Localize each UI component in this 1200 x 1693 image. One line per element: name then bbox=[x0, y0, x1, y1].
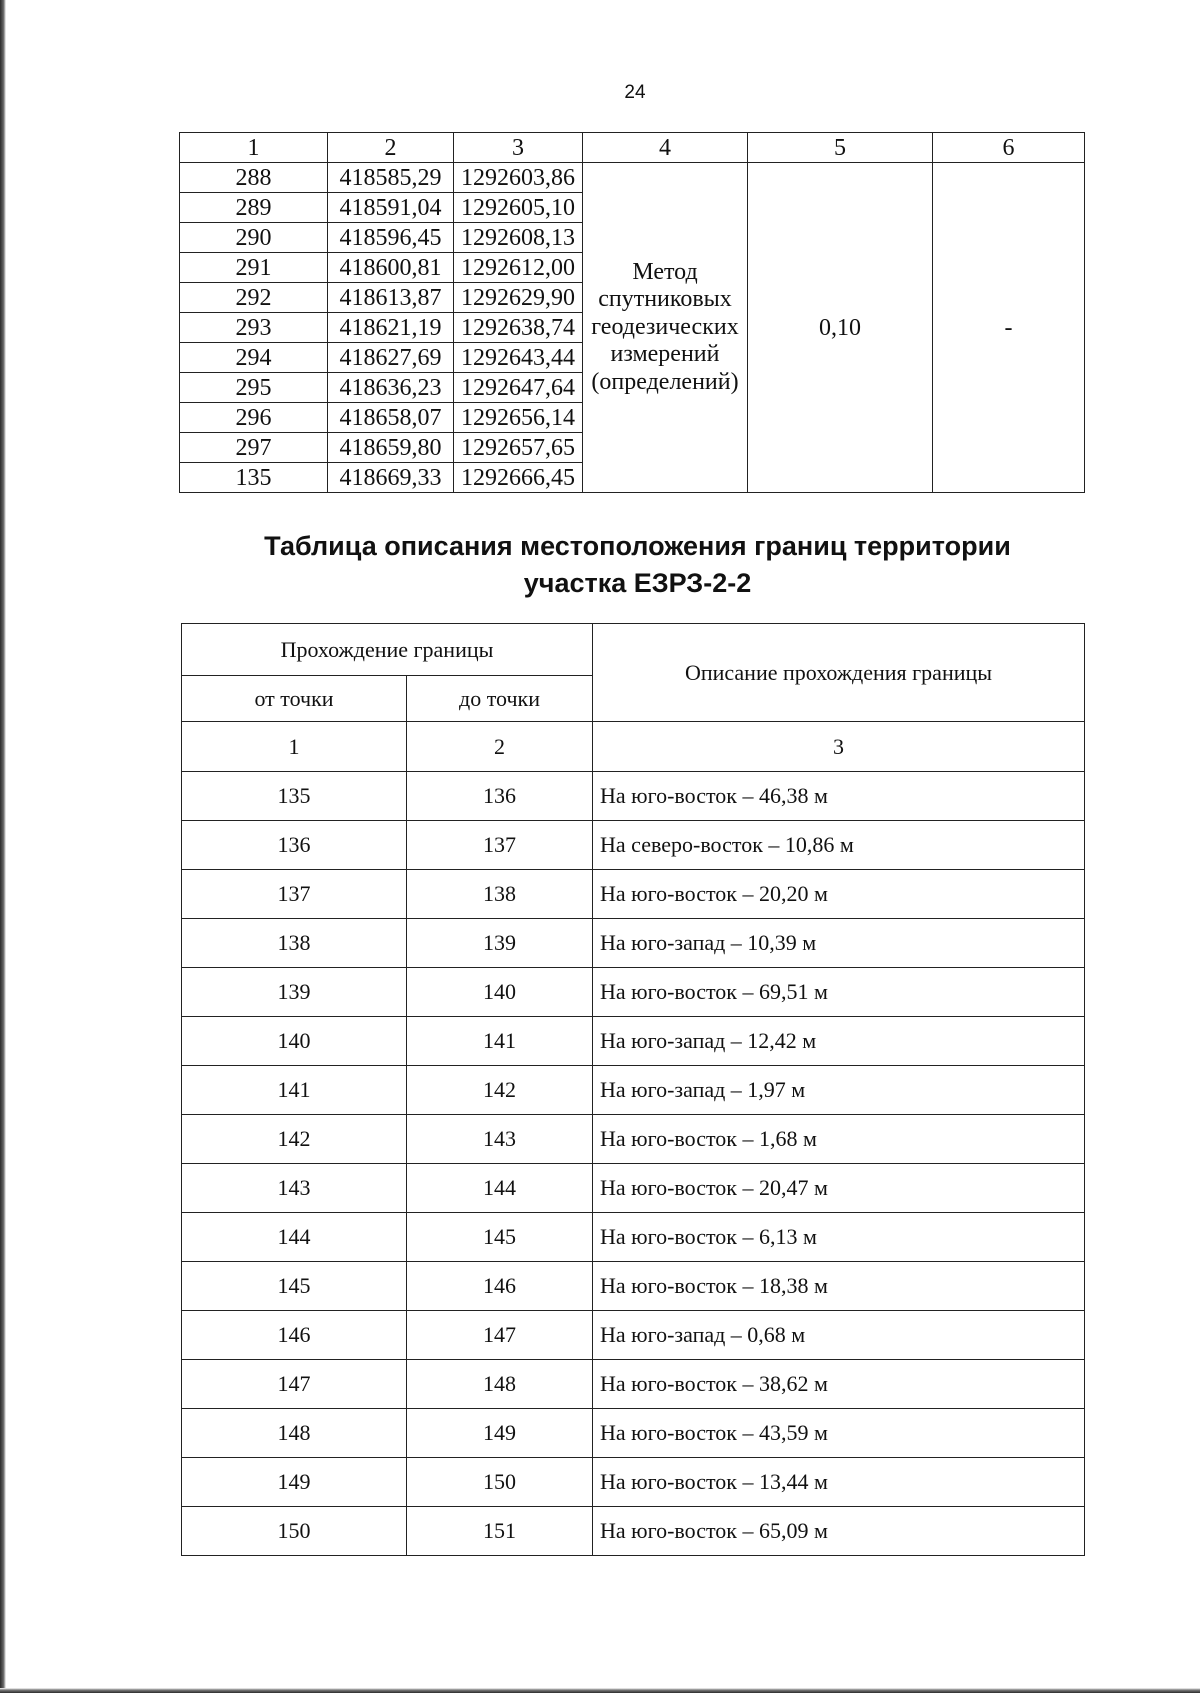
from-point: 150 bbox=[182, 1507, 407, 1556]
boundary-description: На юго-запад – 1,97 м bbox=[593, 1066, 1085, 1115]
from-point: 137 bbox=[182, 870, 407, 919]
header-description: Описание прохождения границы bbox=[593, 624, 1085, 722]
from-point: 145 bbox=[182, 1262, 407, 1311]
to-point: 150 bbox=[407, 1458, 593, 1507]
coordinate-x: 418596,45 bbox=[328, 223, 454, 253]
boundary-row bbox=[182, 968, 1085, 1017]
from-point: 149 bbox=[182, 1458, 407, 1507]
method-line: спутниковых bbox=[598, 286, 732, 313]
to-point: 148 bbox=[407, 1360, 593, 1409]
point-number: 294 bbox=[180, 343, 328, 373]
boundary-header-row bbox=[182, 624, 1085, 676]
to-point: 145 bbox=[407, 1213, 593, 1262]
point-number: 292 bbox=[180, 283, 328, 313]
boundary-row bbox=[182, 1311, 1085, 1360]
point-number: 296 bbox=[180, 403, 328, 433]
point-number: 289 bbox=[180, 193, 328, 223]
point-number: 135 bbox=[180, 463, 328, 493]
scan-edge-left bbox=[0, 0, 6, 1693]
boundary-description: На юго-запад – 10,39 м bbox=[593, 919, 1085, 968]
to-point: 141 bbox=[407, 1017, 593, 1066]
boundary-description: На юго-восток – 38,62 м bbox=[593, 1360, 1085, 1409]
boundary-row bbox=[182, 1458, 1085, 1507]
boundary-description: На юго-запад – 12,42 м bbox=[593, 1017, 1085, 1066]
from-point: 147 bbox=[182, 1360, 407, 1409]
point-number: 291 bbox=[180, 253, 328, 283]
header-passage: Прохождение границы bbox=[182, 624, 593, 676]
boundary-description: На юго-восток – 6,13 м bbox=[593, 1213, 1085, 1262]
coordinate-x: 418669,33 bbox=[328, 463, 454, 493]
boundary-row bbox=[182, 1066, 1085, 1115]
section-title-line-1: Таблица описания местоположения границ территории bbox=[264, 531, 1011, 561]
coordinate-x: 418613,87 bbox=[328, 283, 454, 313]
coordinates-header-row bbox=[180, 133, 1085, 163]
from-point: 146 bbox=[182, 1311, 407, 1360]
boundary-description: На юго-восток – 20,20 м bbox=[593, 870, 1085, 919]
point-number: 288 bbox=[180, 163, 328, 193]
coordinate-x: 418585,29 bbox=[328, 163, 454, 193]
boundary-table bbox=[181, 623, 1085, 1556]
boundary-row bbox=[182, 1262, 1085, 1311]
coordinate-x: 418658,07 bbox=[328, 403, 454, 433]
coordinate-x: 418621,19 bbox=[328, 313, 454, 343]
scan-edge-bottom bbox=[0, 1688, 1200, 1693]
method-cell bbox=[583, 163, 748, 493]
boundary-description: На юго-восток – 18,38 м bbox=[593, 1262, 1085, 1311]
to-point: 142 bbox=[407, 1066, 593, 1115]
boundary-row bbox=[182, 1507, 1085, 1556]
column-number: 3 bbox=[593, 722, 1085, 772]
coordinate-y: 1292612,00 bbox=[454, 253, 583, 283]
from-point: 143 bbox=[182, 1164, 407, 1213]
to-point: 146 bbox=[407, 1262, 593, 1311]
from-point: 140 bbox=[182, 1017, 407, 1066]
to-point: 139 bbox=[407, 919, 593, 968]
column-number: 1 bbox=[180, 133, 328, 163]
column-number: 2 bbox=[328, 133, 454, 163]
boundary-description: На юго-запад – 0,68 м bbox=[593, 1311, 1085, 1360]
column-number: 2 bbox=[407, 722, 593, 772]
section-title-line-2: участка ЕЗРЗ-2-2 bbox=[523, 568, 752, 598]
accuracy-cell: 0,10 bbox=[748, 163, 933, 493]
column6-cell: - bbox=[933, 163, 1085, 493]
coordinate-y: 1292647,64 bbox=[454, 373, 583, 403]
boundary-row bbox=[182, 1017, 1085, 1066]
section-title bbox=[0, 528, 1200, 602]
header-to: до точки bbox=[407, 676, 593, 722]
column-number: 3 bbox=[454, 133, 583, 163]
boundary-row bbox=[182, 821, 1085, 870]
coordinate-x: 418600,81 bbox=[328, 253, 454, 283]
column-number: 5 bbox=[748, 133, 933, 163]
to-point: 138 bbox=[407, 870, 593, 919]
boundary-description: На юго-восток – 20,47 м bbox=[593, 1164, 1085, 1213]
column-number: 1 bbox=[182, 722, 407, 772]
coordinate-y: 1292603,86 bbox=[454, 163, 583, 193]
to-point: 147 bbox=[407, 1311, 593, 1360]
coordinate-y: 1292666,45 bbox=[454, 463, 583, 493]
coordinate-x: 418636,23 bbox=[328, 373, 454, 403]
boundary-row bbox=[182, 1115, 1085, 1164]
coordinate-x: 418627,69 bbox=[328, 343, 454, 373]
to-point: 136 bbox=[407, 772, 593, 821]
boundary-row bbox=[182, 870, 1085, 919]
header-from: от точки bbox=[182, 676, 407, 722]
from-point: 136 bbox=[182, 821, 407, 870]
point-number: 297 bbox=[180, 433, 328, 463]
coordinate-x: 418591,04 bbox=[328, 193, 454, 223]
to-point: 151 bbox=[407, 1507, 593, 1556]
coordinate-x: 418659,80 bbox=[328, 433, 454, 463]
boundary-row bbox=[182, 919, 1085, 968]
coordinate-y: 1292657,65 bbox=[454, 433, 583, 463]
boundary-row bbox=[182, 1409, 1085, 1458]
boundary-table-body bbox=[182, 624, 1085, 1556]
method-line: (определений) bbox=[591, 368, 739, 395]
from-point: 141 bbox=[182, 1066, 407, 1115]
boundary-row bbox=[182, 772, 1085, 821]
to-point: 143 bbox=[407, 1115, 593, 1164]
column-number: 4 bbox=[583, 133, 748, 163]
column-number: 6 bbox=[933, 133, 1085, 163]
boundary-description: На юго-восток – 43,59 м bbox=[593, 1409, 1085, 1458]
method-line: геодезических bbox=[591, 313, 739, 340]
method-line: измерений bbox=[610, 341, 720, 368]
coordinates-row bbox=[180, 163, 1085, 193]
from-point: 138 bbox=[182, 919, 407, 968]
coordinate-y: 1292605,10 bbox=[454, 193, 583, 223]
coordinates-table bbox=[179, 132, 1085, 493]
boundary-row bbox=[182, 1213, 1085, 1262]
from-point: 139 bbox=[182, 968, 407, 1017]
coordinate-y: 1292638,74 bbox=[454, 313, 583, 343]
coordinate-y: 1292656,14 bbox=[454, 403, 583, 433]
to-point: 149 bbox=[407, 1409, 593, 1458]
boundary-row bbox=[182, 1360, 1085, 1409]
boundary-description: На северо-восток – 10,86 м bbox=[593, 821, 1085, 870]
boundary-description: На юго-восток – 46,38 м bbox=[593, 772, 1085, 821]
from-point: 142 bbox=[182, 1115, 407, 1164]
coordinate-y: 1292643,44 bbox=[454, 343, 583, 373]
boundary-description: На юго-восток – 13,44 м bbox=[593, 1458, 1085, 1507]
to-point: 144 bbox=[407, 1164, 593, 1213]
page-number: 24 bbox=[624, 82, 646, 103]
method-line: Метод bbox=[632, 258, 698, 285]
boundary-description: На юго-восток – 65,09 м bbox=[593, 1507, 1085, 1556]
coordinate-y: 1292629,90 bbox=[454, 283, 583, 313]
from-point: 148 bbox=[182, 1409, 407, 1458]
to-point: 137 bbox=[407, 821, 593, 870]
boundary-description: На юго-восток – 1,68 м bbox=[593, 1115, 1085, 1164]
point-number: 290 bbox=[180, 223, 328, 253]
to-point: 140 bbox=[407, 968, 593, 1017]
boundary-description: На юго-восток – 69,51 м bbox=[593, 968, 1085, 1017]
boundary-row bbox=[182, 1164, 1085, 1213]
point-number: 295 bbox=[180, 373, 328, 403]
coordinates-table-body bbox=[180, 133, 1085, 493]
coordinate-y: 1292608,13 bbox=[454, 223, 583, 253]
from-point: 135 bbox=[182, 772, 407, 821]
point-number: 293 bbox=[180, 313, 328, 343]
from-point: 144 bbox=[182, 1213, 407, 1262]
boundary-column-numbers-row bbox=[182, 722, 1085, 772]
